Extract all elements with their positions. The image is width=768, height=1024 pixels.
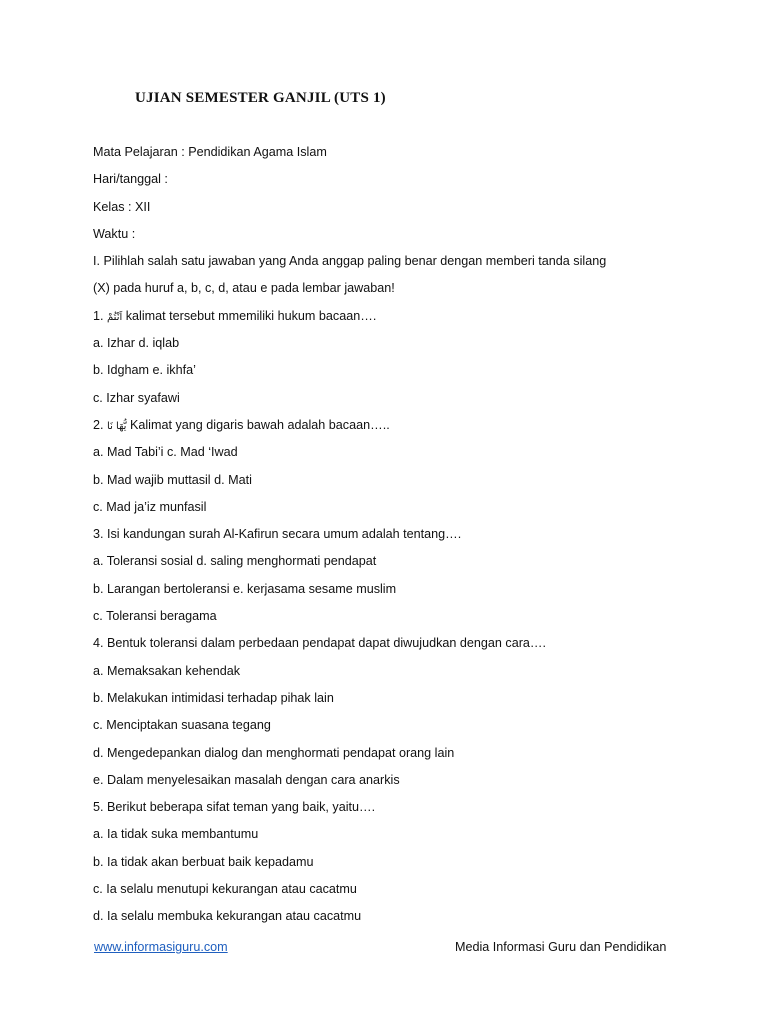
document-line: Kelas : XII <box>93 199 151 214</box>
document-line: d. Ia selalu membuka kekurangan atau cacatmu <box>93 909 362 924</box>
footer-website-link[interactable]: www.informasiguru.com <box>94 940 228 954</box>
document-line: b. Idgham e. ikhfa’ <box>93 363 196 378</box>
document-line: e. Dalam menyelesaikan masalah dengan cara anarkis <box>93 772 400 787</box>
question-1 <box>93 307 606 334</box>
document-line: a. Ia tidak suka membantumu <box>93 827 259 842</box>
arabic-text: اَنْتُمْ <box>107 311 123 323</box>
document-line: 3. Isi kandungan surah Al-Kafirun secara umum adalah tentang…. <box>93 527 462 542</box>
document-line: a. Mad Tabi’i c. Mad ‘Iwad <box>93 445 238 460</box>
document-line: a. Memaksakan kehendak <box>93 663 241 678</box>
document-line: c. Izhar syafawi <box>93 390 180 405</box>
document-line: c. Toleransi beragama <box>93 609 217 624</box>
document-line: a. Izhar d. iqlab <box>93 336 180 351</box>
document-line: b. Larangan bertoleransi e. kerjasama sesame muslim <box>93 581 397 596</box>
question-number: 1. <box>93 308 104 323</box>
document-line: (X) pada huruf a, b, c, d, atau e pada lembar jawaban! <box>93 281 395 296</box>
document-line: c. Menciptakan suasana tegang <box>93 718 271 733</box>
footer-tagline: Media Informasi Guru dan Pendidikan <box>455 940 667 954</box>
document-line: d. Mengedepankan dialog dan menghormati pendapat orang lain <box>93 745 455 760</box>
document-line: Waktu : <box>93 226 136 241</box>
document-line: c. Mad ja’iz munfasil <box>93 499 207 514</box>
document-line: a. Toleransi sosial d. saling menghormati pendapat <box>93 554 377 569</box>
document-title: UJIAN SEMESTER GANJIL (UTS 1) <box>135 90 386 106</box>
document-line: b. Melakukan intimidasi terhadap pihak lain <box>93 690 334 705</box>
document-line: b. Ia tidak akan berbuat baik kepadamu <box>93 854 314 869</box>
arabic-text: يُّهَا نَا <box>107 420 127 432</box>
document-line: I. Pilihlah salah satu jawaban yang Anda anggap paling benar dengan memberi tanda silang <box>93 254 607 269</box>
document-line: Hari/tanggal : <box>93 172 168 187</box>
question-text: Kalimat yang digaris bawah adalah bacaan….. <box>129 417 390 432</box>
document-line: Mata Pelajaran : Pendidikan Agama Islam <box>93 145 327 159</box>
document-line: c. Ia selalu menutupi kekurangan atau cacatmu <box>93 882 357 897</box>
document-body <box>93 143 606 935</box>
document-line: b. Mad wajib muttasil d. Mati <box>93 472 252 487</box>
document-line: 5. Berikut beberapa sifat teman yang baik, yaitu…. <box>93 800 376 815</box>
question-number: 2. <box>93 417 104 432</box>
question-text: kalimat tersebut mmemiliki hukum bacaan…. <box>125 308 377 323</box>
document-line: 4. Bentuk toleransi dalam perbedaan pendapat dapat diwujudkan dengan cara…. <box>93 636 546 651</box>
question-2 <box>93 416 606 443</box>
